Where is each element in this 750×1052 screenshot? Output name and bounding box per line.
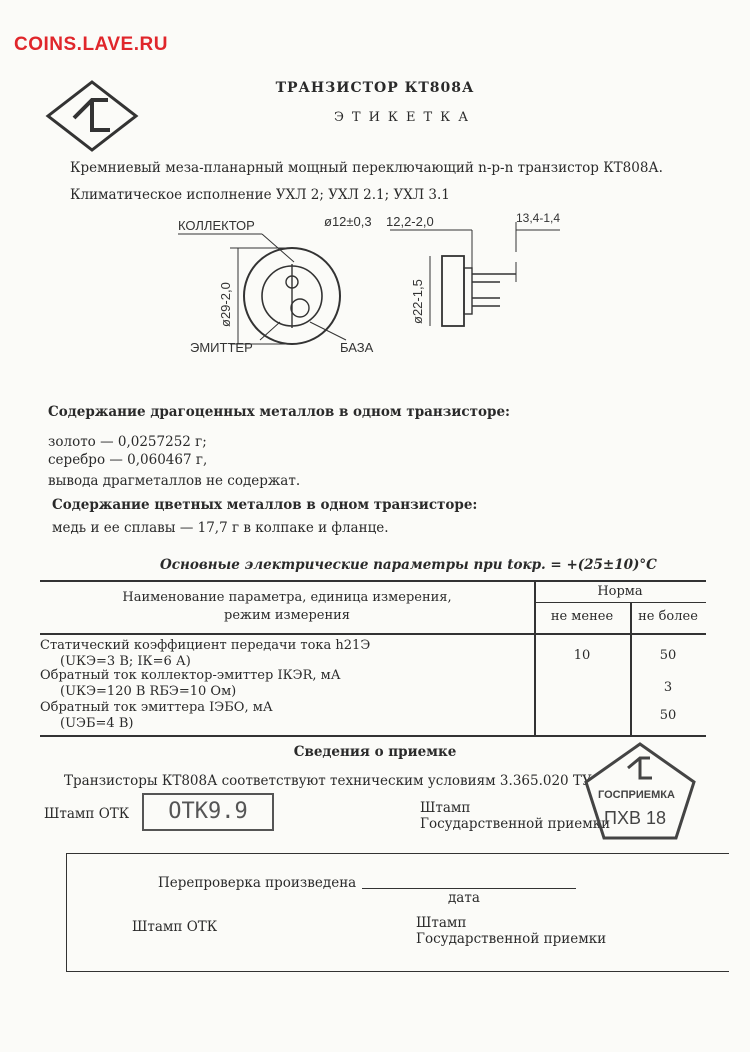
transistor-drawing bbox=[160, 212, 580, 362]
col-max: не более bbox=[638, 609, 698, 624]
row-3-max: 50 bbox=[659, 708, 677, 723]
recheck-stamp-otk: Штамп ОТК bbox=[132, 919, 218, 935]
table-header-rule bbox=[40, 633, 706, 635]
dim-diameter-12: ø12±0,3 bbox=[324, 214, 372, 229]
gov-acceptance-stamp bbox=[580, 738, 702, 848]
acceptance-stamp-otk-label: Штамп ОТК bbox=[44, 806, 130, 822]
recheck-text: Перепроверка произведена bbox=[158, 875, 357, 891]
row-1-min: 10 bbox=[573, 648, 591, 663]
gov-stamp-text-1: ГОСПРИЕМКА bbox=[598, 789, 675, 801]
table-bottom-rule bbox=[40, 735, 706, 737]
nonferrous-heading: Содержание цветных металлов в одном транзисторе: bbox=[52, 497, 478, 513]
recheck-stamp-gov-2: Государственной приемки bbox=[416, 931, 607, 947]
col-norm: Норма bbox=[597, 584, 643, 599]
acceptance-text: Транзисторы КТ808А соответствуют техническим условиям 3.365.020 ТУ bbox=[64, 773, 592, 789]
precious-heading: Содержание драгоценных металлов в одном транзисторе: bbox=[48, 404, 511, 420]
precious-gold: золото — 0,0257252 г; bbox=[48, 434, 207, 450]
watermark: COINS.LAVE.RU bbox=[14, 34, 168, 55]
row-3-name: Обратный ток эмиттера IЭБО, мА bbox=[40, 700, 273, 715]
dim-13-4: 13,4-1,4 bbox=[516, 212, 561, 225]
table-top-rule bbox=[40, 580, 706, 582]
params-heading: Основные электрические параметры при tокр. = +(25±10)°С bbox=[160, 557, 657, 573]
recheck-date-label: дата bbox=[448, 890, 480, 906]
row-2-cond: (UКЭ=120 В RБЭ=10 Ом) bbox=[60, 684, 237, 699]
dim-diameter-29: ø29-2,0 bbox=[218, 282, 233, 327]
acceptance-stamp-gov-1: Штамп bbox=[420, 800, 471, 816]
col-name-line-1: Наименование параметра, единица измерения, bbox=[122, 590, 452, 605]
label-base: БАЗА bbox=[340, 340, 374, 355]
label-emitter: ЭМИТТЕР bbox=[190, 340, 253, 355]
intro-line-1: Кремниевый меза-планарный мощный переключающий n-p-n транзистор КТ808А. bbox=[70, 160, 663, 176]
intro-line-2: Климатическое исполнение УХЛ 2; УХЛ 2.1; УХЛ 3.1 bbox=[70, 187, 450, 203]
acceptance-heading: Сведения о приемке bbox=[293, 744, 457, 760]
col-min: не менее bbox=[550, 609, 614, 624]
table-norm-rule bbox=[534, 602, 706, 603]
acceptance-stamp-gov-2: Государственной приемки bbox=[420, 816, 611, 832]
precious-silver: серебро — 0,060467 г, bbox=[48, 452, 208, 468]
dim-diameter-22: ø22-1,5 bbox=[410, 279, 425, 324]
precious-leads: вывода драгметаллов не содержат. bbox=[48, 473, 301, 489]
row-2-name: Обратный ток коллектор-эмиттер IКЭR, мА bbox=[40, 668, 341, 683]
recheck-stamp-gov-1: Штамп bbox=[416, 915, 467, 931]
document-subtitle: ЭТИКЕТКА bbox=[333, 110, 477, 125]
col-name-line-2: режим измерения bbox=[224, 608, 350, 623]
otk-stamp: ОТК9.9 bbox=[142, 793, 274, 831]
document-title: ТРАНЗИСТОР КТ808А bbox=[275, 80, 475, 96]
nonferrous-copper: медь и ее сплавы — 17,7 г в колпаке и фланце. bbox=[52, 520, 389, 536]
recheck-date-line bbox=[362, 888, 576, 889]
row-2-max: 3 bbox=[663, 680, 673, 695]
row-3-cond: (UЭБ=4 В) bbox=[60, 716, 134, 731]
recheck-box bbox=[66, 853, 729, 972]
dim-12-2: 12,2-2,0 bbox=[386, 214, 434, 229]
row-1-cond: (UКЭ=3 В; IК=6 А) bbox=[60, 654, 191, 669]
row-1-max: 50 bbox=[659, 648, 677, 663]
gov-stamp-text-2: ПХВ 18 bbox=[604, 808, 666, 828]
label-collector: КОЛЛЕКТОР bbox=[178, 218, 255, 233]
row-1-name: Статический коэффициент передачи тока h21Э bbox=[40, 638, 371, 653]
